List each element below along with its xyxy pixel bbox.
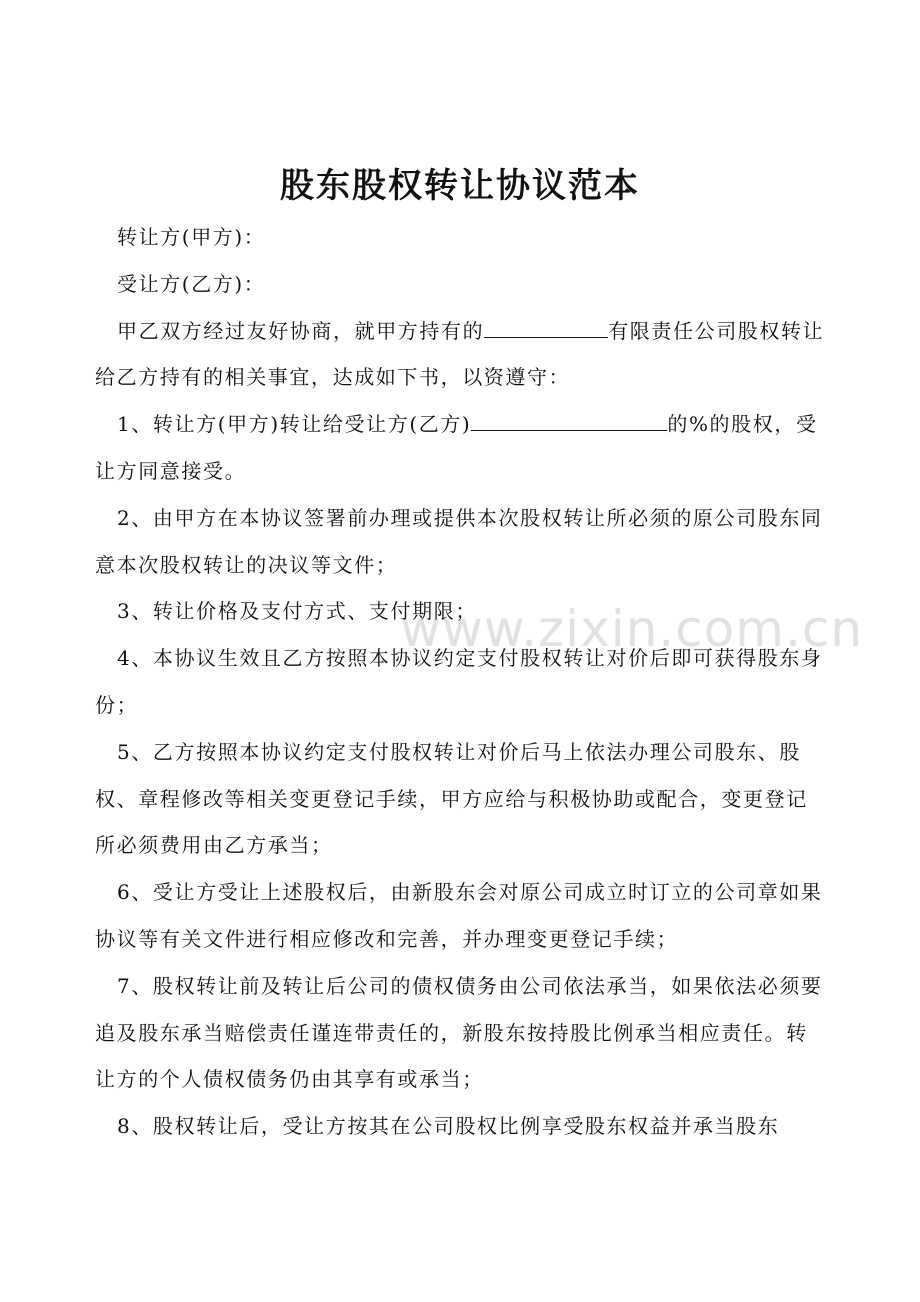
share-blank — [471, 408, 667, 431]
clause-2: 2、由甲方在本协议签署前办理或提供本次股权转让所必须的原公司股东同意本次股权转让的决议等文件； — [95, 505, 823, 577]
clause-8: 8、股权转让后，受让方按其在公司股权比例享受股东权益并承当股东 — [117, 1114, 780, 1139]
transferor-line: 转让方(甲方)： — [117, 225, 266, 249]
clause-6: 6、受让方受让上述股权后，由新股东会对原公司成立时订立的公司章如果协议等有关文件进行相应修改和完善，并办理变更登记手续； — [95, 880, 823, 951]
transferee-line: 受让方(乙方)： — [117, 271, 266, 296]
clause-7: 7、股权转让前及转让后公司的债权债务由公司依法承当，如果依法必须要追及股东承当赔偿责任谨连带责任的，新股东按持股比例承当相应责任。转让方的个人债权债务仍由其享有或承当； — [95, 973, 823, 1092]
clause-3: 3、转让价格及支付方式、支付期限； — [117, 599, 477, 624]
clause-4: 4、本协议生效且乙方按照本协议约定支付股权转让对价后即可获得股东身份； — [95, 646, 823, 717]
intro-prefix: 甲乙双方经过友好协商，就甲方持有的 — [117, 318, 485, 343]
clause-1-prefix: 1、转让方(甲方)转让给受让方(乙方) — [117, 412, 472, 437]
document-body — [95, 214, 827, 1150]
clause-5: 5、乙方按照本协议约定支付股权转让对价后马上依法办理公司股东、股权、章程修改等相关变更登记手续，甲方应给与积极协助或配合，变更登记所必须费用由乙方承当； — [95, 739, 808, 858]
company-name-blank — [484, 315, 608, 338]
watermark-text: www.zixin.com.cn — [400, 600, 864, 658]
intro-suffix: 有限责任公司股权转让给乙方持有的相关事宜，达成如下书，以资遵守： — [95, 318, 825, 390]
clause-1 — [95, 401, 827, 495]
intro-paragraph — [95, 308, 827, 402]
document-title: 股东股权转让协议范本 — [280, 166, 640, 206]
clause-1-suffix: 的%的股权，受让方同意接受。 — [95, 412, 818, 483]
